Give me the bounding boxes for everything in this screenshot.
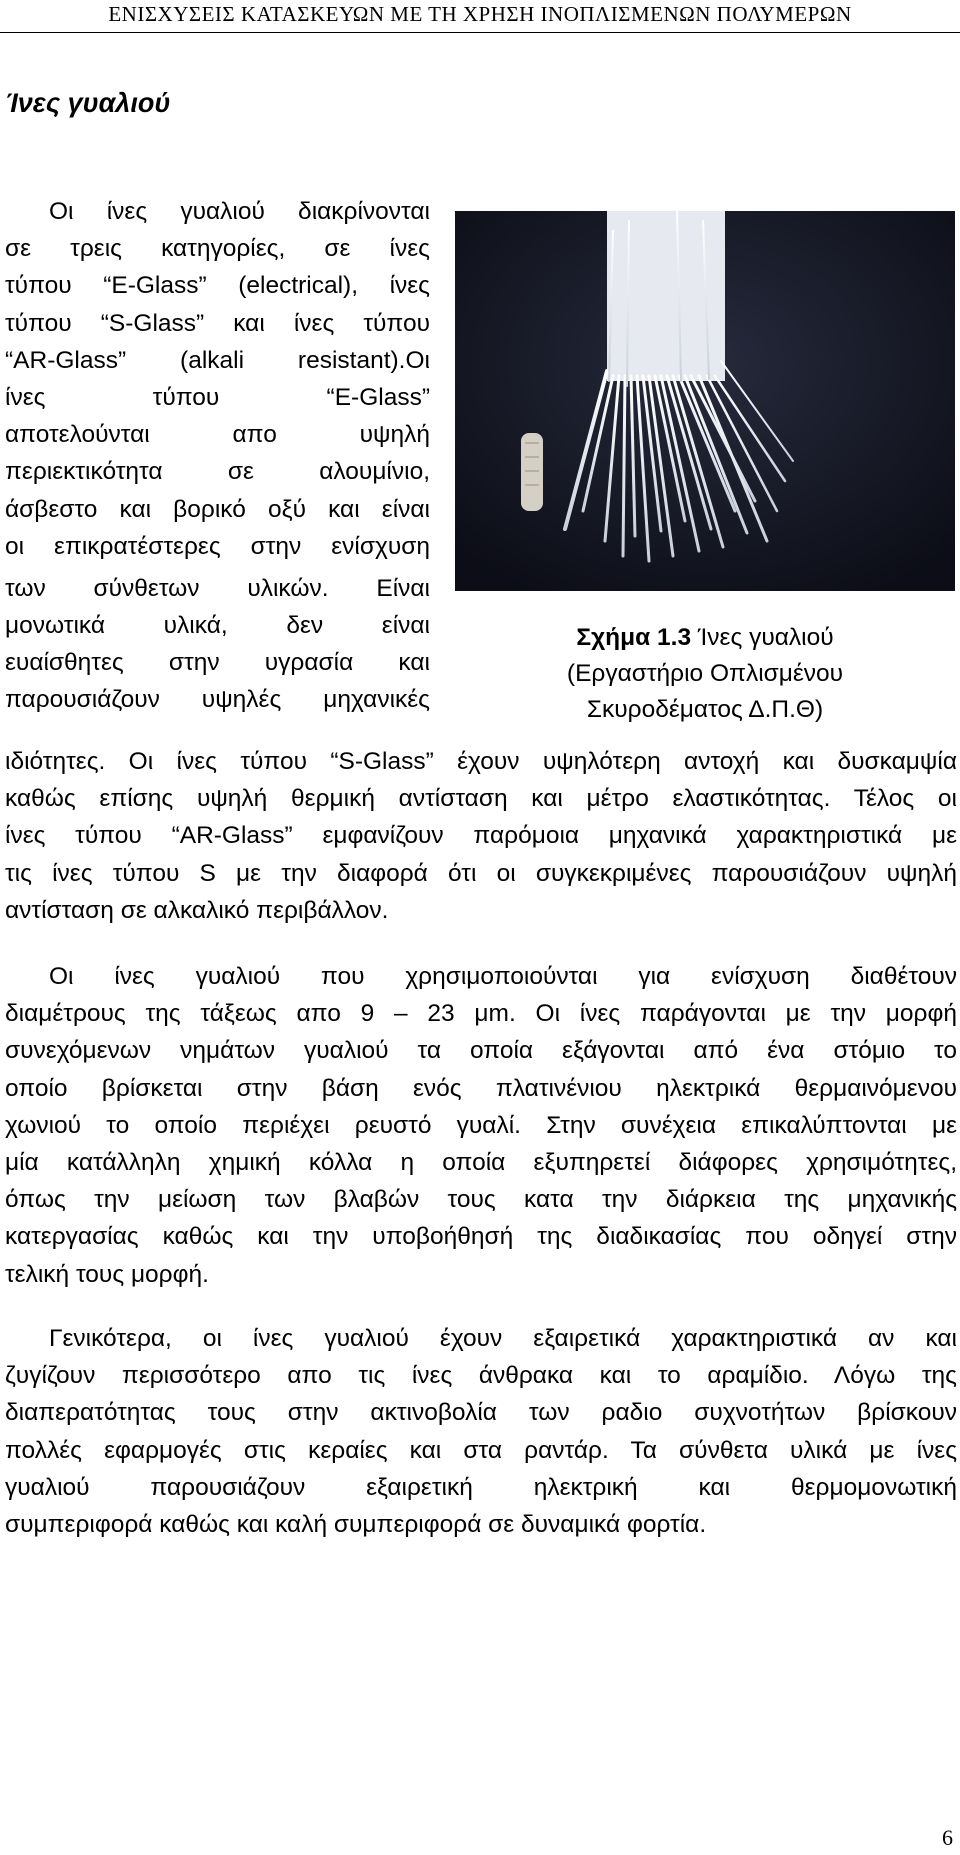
text-line: Οι ίνες γυαλιού διακρίνονται: [49, 198, 430, 225]
text-line: τελική τους μορφή.: [5, 1260, 209, 1288]
text-line: οποίο βρίσκεται στην βάση ενός πλατινένιου ηλεκτρικά θερμαινόμενου: [5, 1074, 957, 1102]
running-header: ΕΝΙΣΧΥΣΕΙΣ ΚΑΤΑΣΚΕΥΩΝ ΜΕ ΤΗ ΧΡΗΣΗ ΙΝΟΠΛΙΣΜΕΝΩΝ ΠΟΛΥΜΕΡΩΝ: [108, 2, 852, 26]
text-line: τύπου “E-Glass” (electrical), ίνες: [5, 272, 430, 300]
figure-caption-line2: (Εργαστήριο Οπλισμένου: [566, 660, 844, 687]
text-line: ίνες τύπου “AR-Glass” εμφανίζουν παρόμοια μηχανικά χαρακτηριστικά με: [5, 822, 957, 850]
paragraph-1-continued: [5, 743, 957, 929]
figure-label: Σχήμα 1.3: [576, 624, 692, 651]
text-line: ευαίσθητες στην υγρασία και: [5, 649, 430, 677]
text-line: ζυγίζουν περισσότερο απο τις ίνες άνθρακα και το αραμίδιο. Λόγω της: [5, 1362, 957, 1390]
text-line: “AR-Glass” (alkali resistant).Οι: [5, 346, 430, 374]
text-line: Οι ίνες γυαλιού που χρησιμοποιούνται για ενίσχυση διαθέτουν: [49, 963, 957, 990]
text-line: τύπου “S-Glass” και ίνες τύπου: [5, 309, 430, 337]
text-line: σε τρεις κατηγορίες, σε ίνες: [5, 235, 430, 263]
figure-caption-line3: Σκυροδέματος Δ.Π.Θ): [586, 696, 824, 723]
text-line: άσβεστο και βορικό οξύ και είναι: [5, 495, 430, 523]
text-line: χωνιού το οποίο περιέχει ρευστό γυαλί. Στην συνέχεια επικαλύπτονται με: [5, 1111, 957, 1139]
text-line: Γενικότερα, οι ίνες γυαλιού έχουν εξαιρετικά χαρακτηριστικά αν και: [49, 1325, 957, 1352]
page-number: 6: [942, 1825, 953, 1850]
text-line: αντίσταση σε αλκαλικό περιβάλλον.: [5, 896, 389, 924]
text-line: ιδιότητες. Οι ίνες τύπου “S-Glass” έχουν υψηλότερη αντοχή και δυσκαμψία: [5, 748, 957, 775]
text-line: παρουσιάζουν υψηλές μηχανικές: [5, 686, 430, 714]
header-rule: [0, 32, 960, 33]
text-line: συμπεριφορά καθώς και καλή συμπεριφορά σε δυναμικά φορτία.: [5, 1510, 707, 1538]
text-line: μονωτικά υλικά, δεν είναι: [5, 612, 430, 640]
paragraph-2: [5, 958, 957, 1293]
section-title: Ίνες γυαλιού: [5, 88, 171, 118]
figure-caption: [505, 620, 905, 728]
text-line: όπως την μείωση των βλαβών τους κατα την διάρκεια της μηχανικής: [5, 1186, 957, 1214]
text-line: μία κατάλληλη χημική κόλλα η οποία εξυπηρετεί διάφορες χρησιμότητες,: [5, 1148, 957, 1176]
text-line: κατεργασίας καθώς και την υποβοήθησή της διαδικασίας που οδηγεί στην: [5, 1223, 957, 1251]
text-line: διαπερατότητας τους στην ακτινοβολία των ραδιο συχνοτήτων βρίσκουν: [5, 1399, 957, 1427]
paragraph-1: [5, 193, 430, 719]
text-line: διαμέτρους της τάξεως απο 9 – 23 μm. Οι ίνες παράγονται με την μορφή: [5, 1000, 957, 1028]
paragraph-3: [5, 1320, 957, 1543]
text-line: των σύνθετων υλικών. Είναι: [5, 574, 430, 602]
text-line: τις ίνες τύπου S με την διαφορά ότι οι συγκεκριμένες παρουσιάζουν υψηλή: [5, 859, 957, 887]
text-line: ίνες τύπου “E-Glass”: [5, 383, 430, 411]
text-line: γυαλιού παρουσιάζουν εξαιρετική ηλεκτρική και θερμομονωτική: [5, 1473, 957, 1501]
figure-caption-title: Ίνες γυαλιού: [697, 624, 834, 651]
text-line: αποτελούνται απο υψηλή: [5, 421, 430, 449]
text-line: πολλές εφαρμογές στις κεραίες και στα ραντάρ. Τα σύνθετα υλικά με ίνες: [5, 1436, 957, 1464]
glass-fibers-photo: [455, 211, 955, 591]
text-line: συνεχόμενων νημάτων γυαλιού τα οποία εξάγονται από ένα στόμιο το: [5, 1037, 957, 1065]
text-line: οι επικρατέστερες στην ενίσχυση: [5, 532, 430, 560]
text-line: καθώς επίσης υψηλή θερμική αντίσταση και μέτρο ελαστικότητας. Τέλος οι: [5, 785, 957, 813]
text-line: περιεκτικότητα σε αλουμίνιο,: [5, 458, 430, 486]
